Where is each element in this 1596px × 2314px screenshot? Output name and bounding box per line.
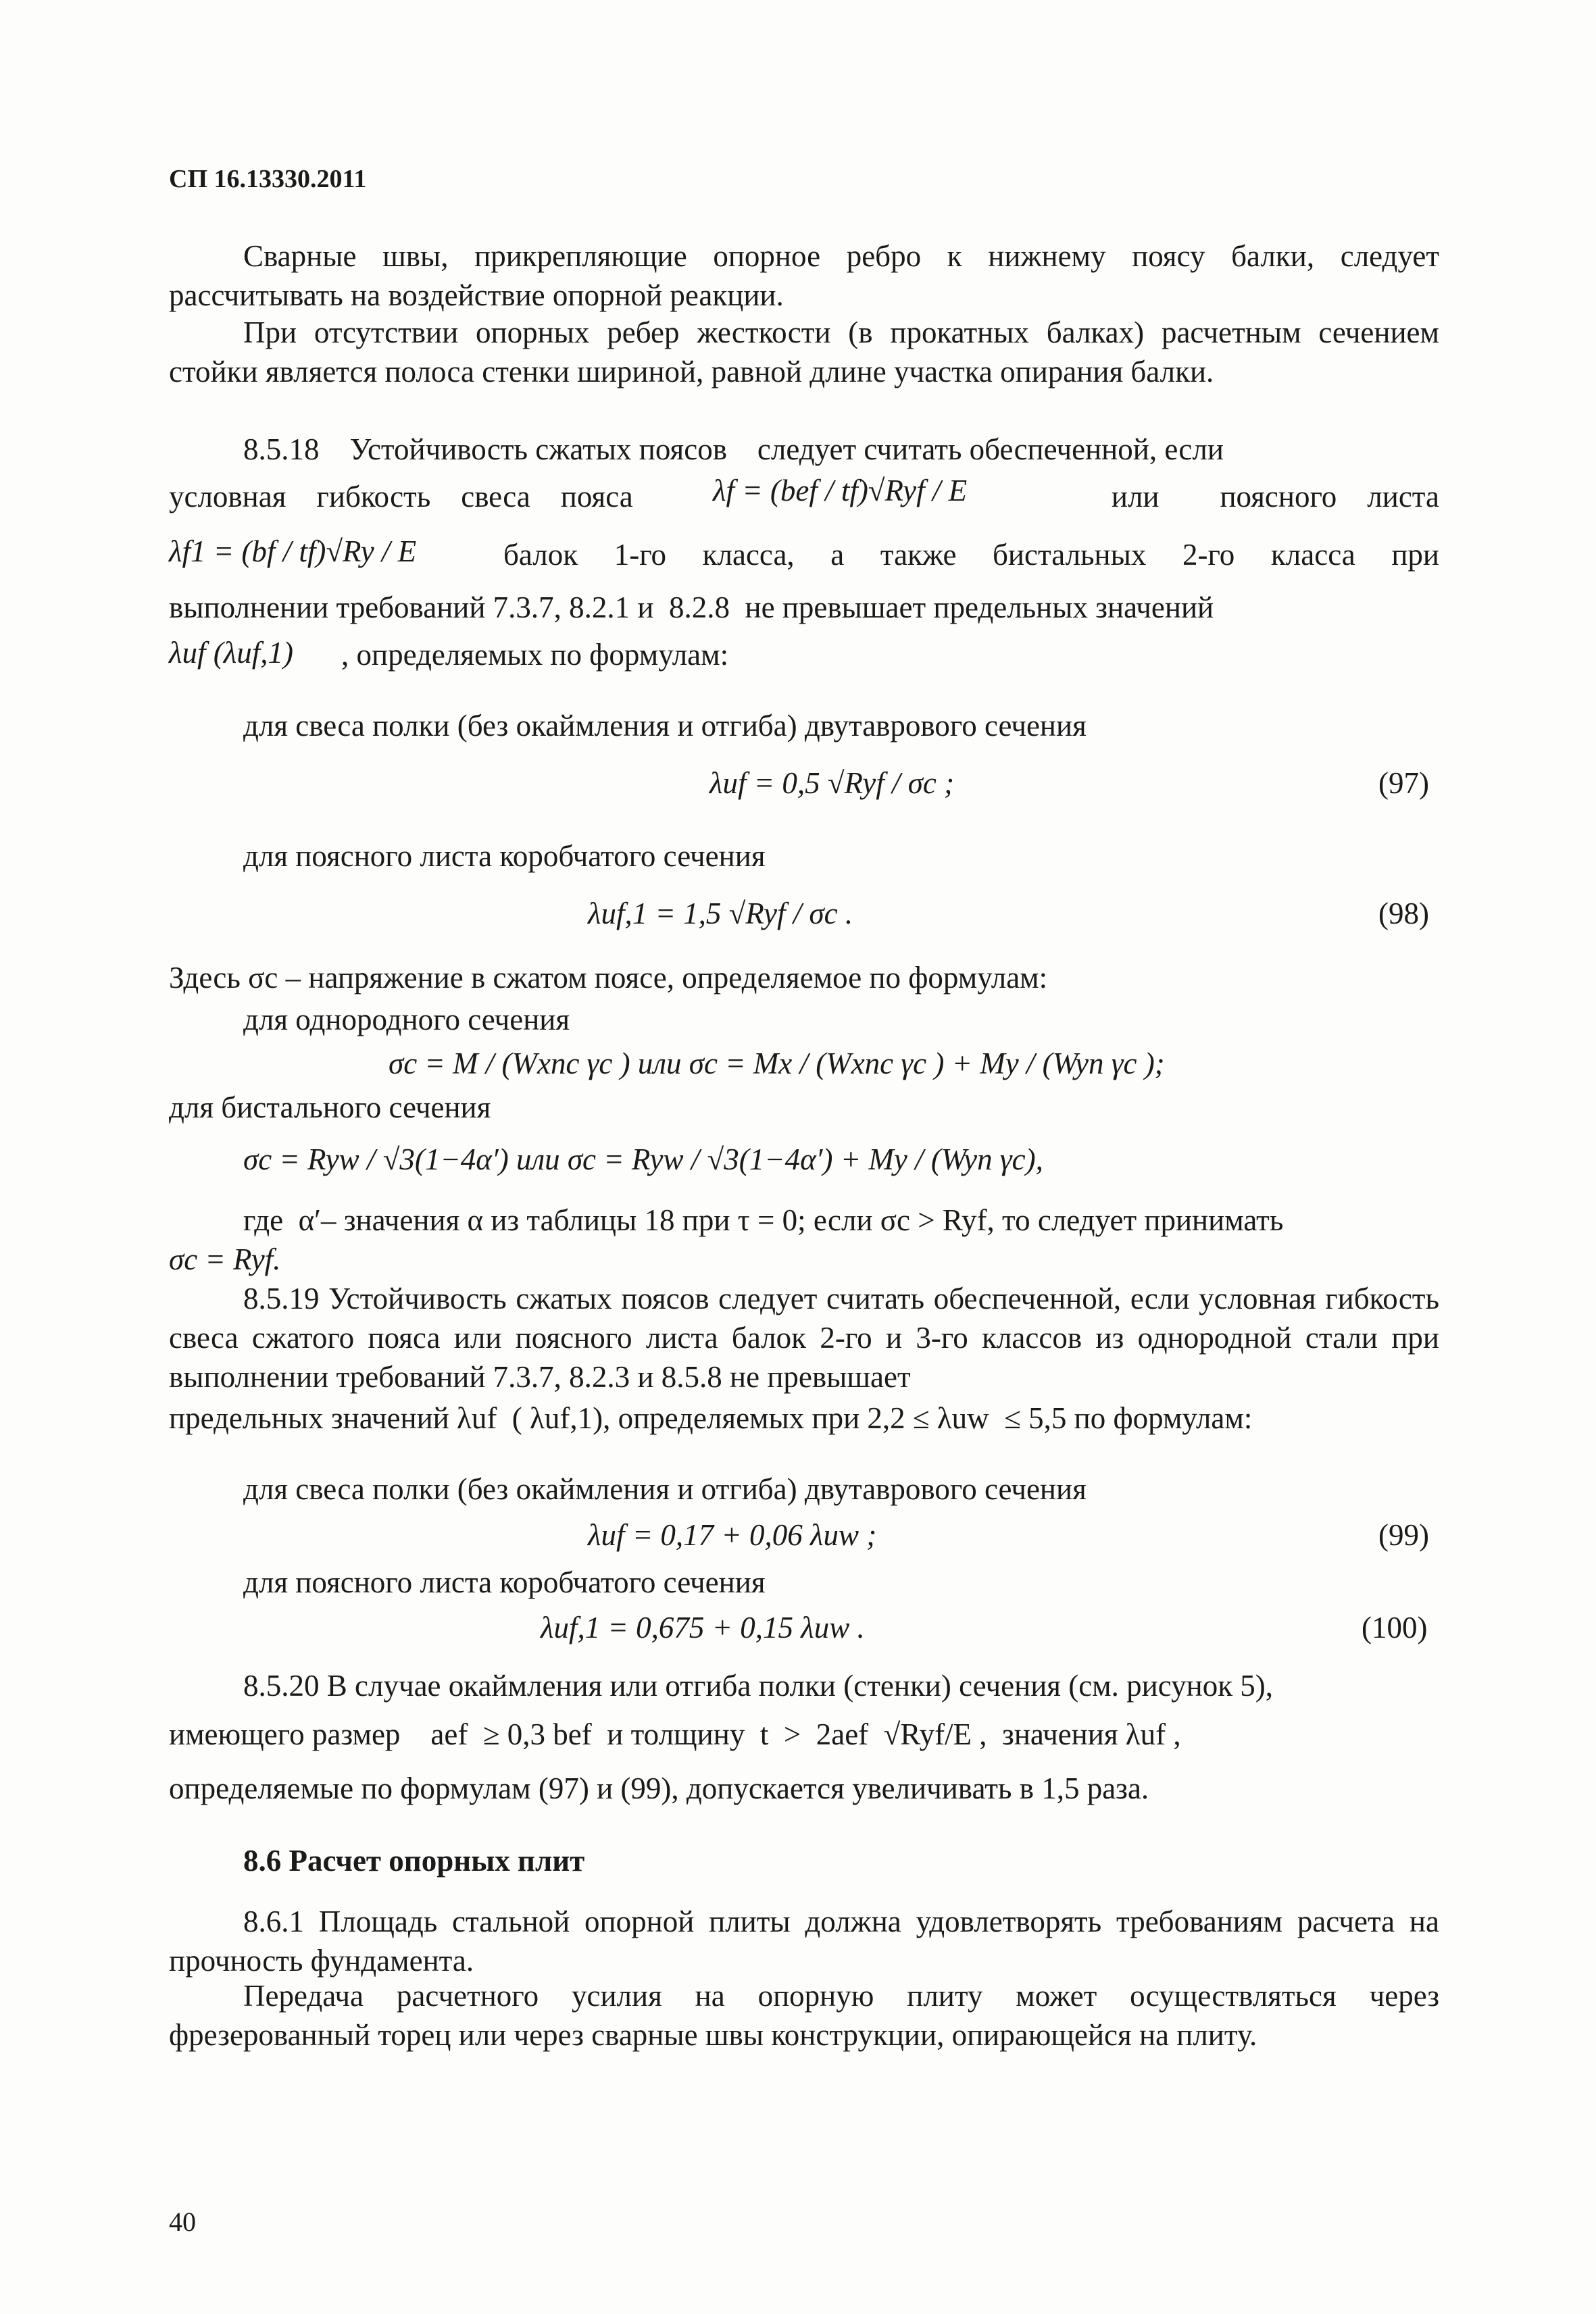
paragraph-line: 8.5.18 Устойчивость сжатых поясов следует считать обеспеченной, если — [243, 432, 1224, 466]
paragraph-line: , определяемых по формулам: — [341, 638, 729, 672]
paragraph: При отсутствии опорных ребер жесткости (в прокатных балках) расчетным сечением стойки является полоса стенки шириной, равной длине участка опирания балки. — [169, 316, 1439, 388]
paragraph-line: для однородного сечения — [243, 1003, 570, 1036]
paragraph-line: условная гибкость свеса пояса — [169, 480, 633, 513]
equation-number: (98) — [1378, 897, 1429, 930]
paragraph-line: σc = Ryf. — [169, 1242, 281, 1276]
inline-formula: λf1 = (bf / tf)√Ry / E — [169, 534, 417, 568]
document-header: СП 16.13330.2011 — [169, 165, 367, 193]
paragraph: Сварные швы, прикрепляющие опорное ребро к нижнему поясу балки, следует рассчитывать на воздействие опорной реакции. — [169, 239, 1439, 312]
formula-98: λuf,1 = 1,5 √Ryf / σc . — [588, 897, 853, 930]
paragraph: 8.6.1 Площадь стальной опорной плиты должна удовлетворять требованиям расчета на прочность фундамента. — [169, 1905, 1439, 1978]
formula-99: λuf = 0,17 + 0,06 λuw ; — [588, 1518, 877, 1552]
formula-100: λuf,1 = 0,675 + 0,15 λuw . — [541, 1611, 865, 1644]
paragraph-line: 8.5.20 В случае окаймления или отгиба полки (стенки) сечения (см. рисунок 5), — [243, 1669, 1274, 1703]
inline-formula: λf = (bef / tf)√Ryf / E — [713, 474, 968, 507]
paragraph-line: для свеса полки (без окаймления и отгиба) двутаврового сечения — [243, 709, 1087, 743]
equation-number: (99) — [1378, 1518, 1429, 1552]
formula-sigma-homogeneous: σc = M / (Wxnc γc ) или σc = Mx / (Wxnc γc ) + My / (Wyn γc ); — [389, 1047, 1165, 1080]
page-number: 40 — [169, 2207, 196, 2237]
paragraph-line: где α′– значения α из таблицы 18 при τ = 0; если σc > Ryf, то следует принимать — [243, 1203, 1284, 1237]
paragraph-line: для свеса полки (без окаймления и отгиба) двутаврового сечения — [243, 1472, 1087, 1506]
section-heading: 8.6 Расчет опорных плит — [243, 1844, 585, 1878]
paragraph-line: определяемые по формулам (97) и (99), допускается увеличивать в 1,5 раза. — [169, 1771, 1149, 1805]
paragraph-line: имеющего размер aef ≥ 0,3 bef и толщину t > 2aef √Ryf/E , значения λuf , — [169, 1717, 1181, 1751]
paragraph-line: для бистального сечения — [169, 1090, 491, 1124]
paragraph-line: балок 1-го класса, а также бистальных 2-го класса при — [503, 538, 1439, 572]
paragraph-line: для поясного листа коробчатого сечения — [243, 1565, 766, 1599]
paragraph-line: предельных значений λuf ( λuf,1), определяемых при 2,2 ≤ λuw ≤ 5,5 по формулам: — [169, 1401, 1253, 1435]
paragraph: 8.5.19 Устойчивость сжатых поясов следует считать обеспеченной, если условная гибкость свеса сжатого пояса или поясного листа балок 2-го и 3-го классов из однородной стали при выполнении требований 7.3.7, 8.2.3 и 8.5.8 не превышает — [169, 1282, 1439, 1394]
paragraph-line: выполнении требований 7.3.7, 8.2.1 и 8.2.8 не превышает предельных значений — [169, 590, 1214, 624]
paragraph: Передача расчетного усилия на опорную плиту может осуществляться через фрезерованный торец или через сварные швы конструкции, опирающейся на плиту. — [169, 1979, 1439, 2052]
paragraph-line: Здесь σc – напряжение в сжатом поясе, определяемое по формулам: — [169, 961, 1048, 995]
equation-number: (97) — [1378, 766, 1429, 800]
formula-sigma-bimetallic: σc = Ryw / √3(1−4α′) или σc = Ryw / √3(1−4α′) + My / (Wyn γc), — [243, 1142, 1043, 1176]
equation-number: (100) — [1362, 1611, 1428, 1644]
paragraph-line: или поясного листа — [1111, 480, 1439, 513]
formula-97: λuf = 0,5 √Ryf / σc ; — [709, 766, 955, 800]
paragraph-line: для поясного листа коробчатого сечения — [243, 839, 766, 873]
inline-formula: λuf (λuf,1) — [169, 636, 293, 670]
